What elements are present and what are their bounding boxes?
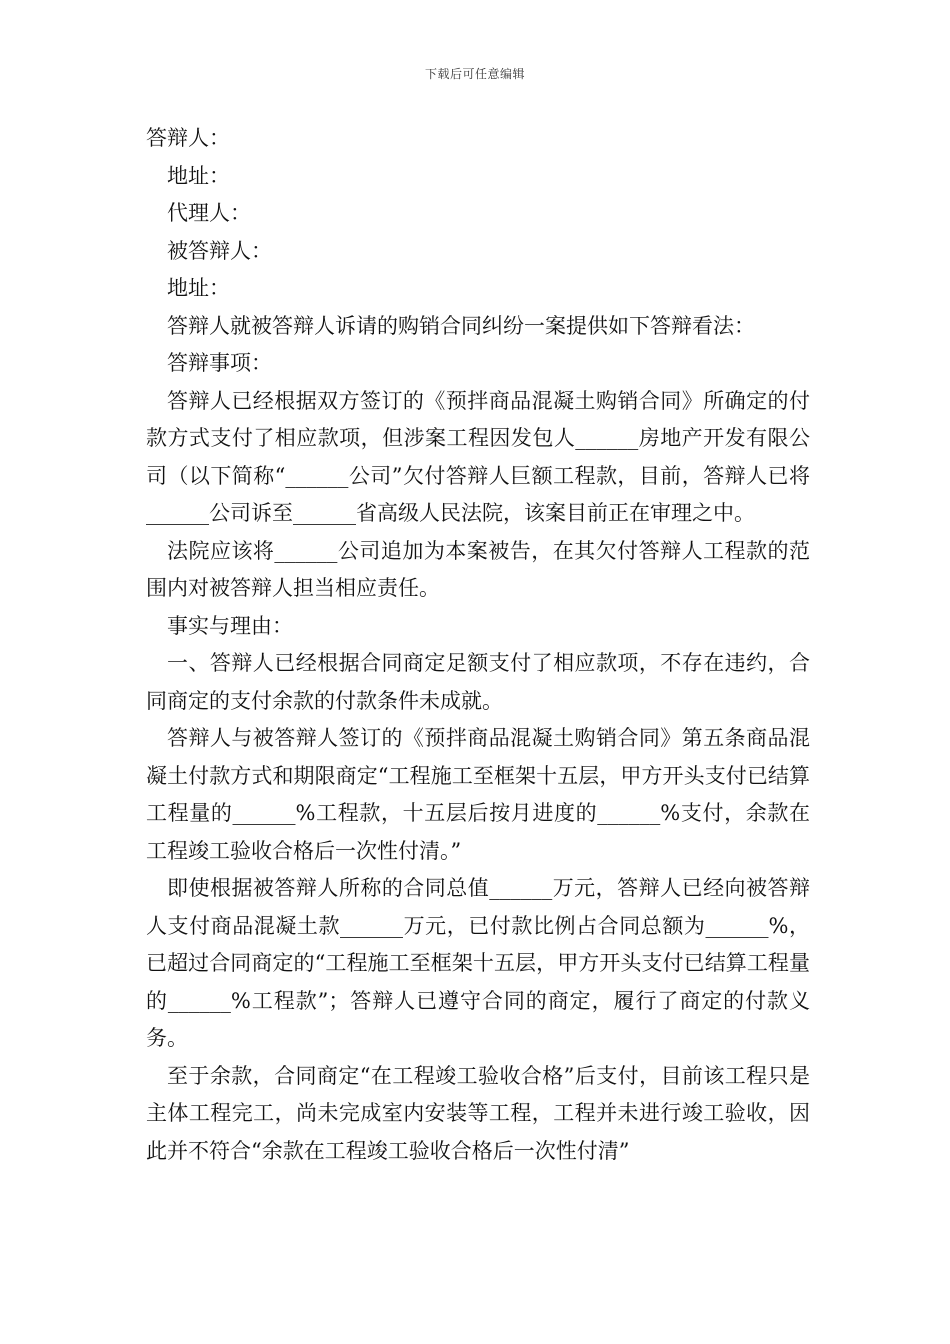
facts-reasons-heading: 事实与理由： <box>167 613 293 638</box>
paragraph: 答辩人与被答辩人签订的《预拌商品混凝土购销合同》第五条商品混凝土付款方式和期限商定“工程施工至框架十五层，甲方开头支付已结算工程量的______%工程款，十五层后按月进度的______%支付，余款在工程竣工验收合格后一次性付清。” <box>146 726 810 863</box>
paragraph: 至于余款，合同商定“在工程竣工验收合格”后支付，目前该工程只是主体工程完工，尚未完成室内安装等工程，工程并未进行竣工验收，因此并不符合“余款在工程竣工验收合格后一次性付清” <box>146 1063 810 1163</box>
paragraph: 答辩人已经根据双方签订的《预拌商品混凝土购销合同》所确定的付款方式支付了相应款项，但涉案工程因发包人______房地产开发有限公司（以下简称“______公司”欠付答辩人巨额工程款，目前，答辩人已将______公司诉至______省高级人民法院，该案目前正在审理之中。 <box>146 388 810 525</box>
defendant-address-label: 地址： <box>167 276 230 300</box>
document-body <box>146 120 810 1170</box>
page-header: 下载后可任意编辑 <box>424 67 525 81</box>
paragraph: 一、答辩人已经根据合同商定足额支付了相应款项，不存在违约，合同商定的支付余款的付款条件未成就。 <box>146 651 810 713</box>
intro-paragraph: 答辩人就被答辩人诉请的购销合同纠纷一案提供如下答辩看法： <box>167 313 755 338</box>
respondent-label: 答辩人： <box>146 126 230 150</box>
paragraph: 法院应该将______公司追加为本案被告，在其欠付答辩人工程款的范围内对被答辩人担当相应责任。 <box>146 538 810 600</box>
paragraph: 即使根据被答辩人所称的合同总值______万元，答辩人已经向被答辩人支付商品混凝土款______万元，已付款比例占合同总额为______%，已超过合同商定的“工程施工至框架十五层，甲方开头支付已结算工程量的______%工程款”；答辩人已遵守合同的商定，履行了商定的付款义务。 <box>146 876 810 1050</box>
respondent-address-label: 地址： <box>167 163 230 188</box>
defense-items-heading: 答辩事项： <box>167 351 272 375</box>
defendant-label: 被答辩人： <box>167 238 272 263</box>
agent-label: 代理人： <box>167 201 251 225</box>
